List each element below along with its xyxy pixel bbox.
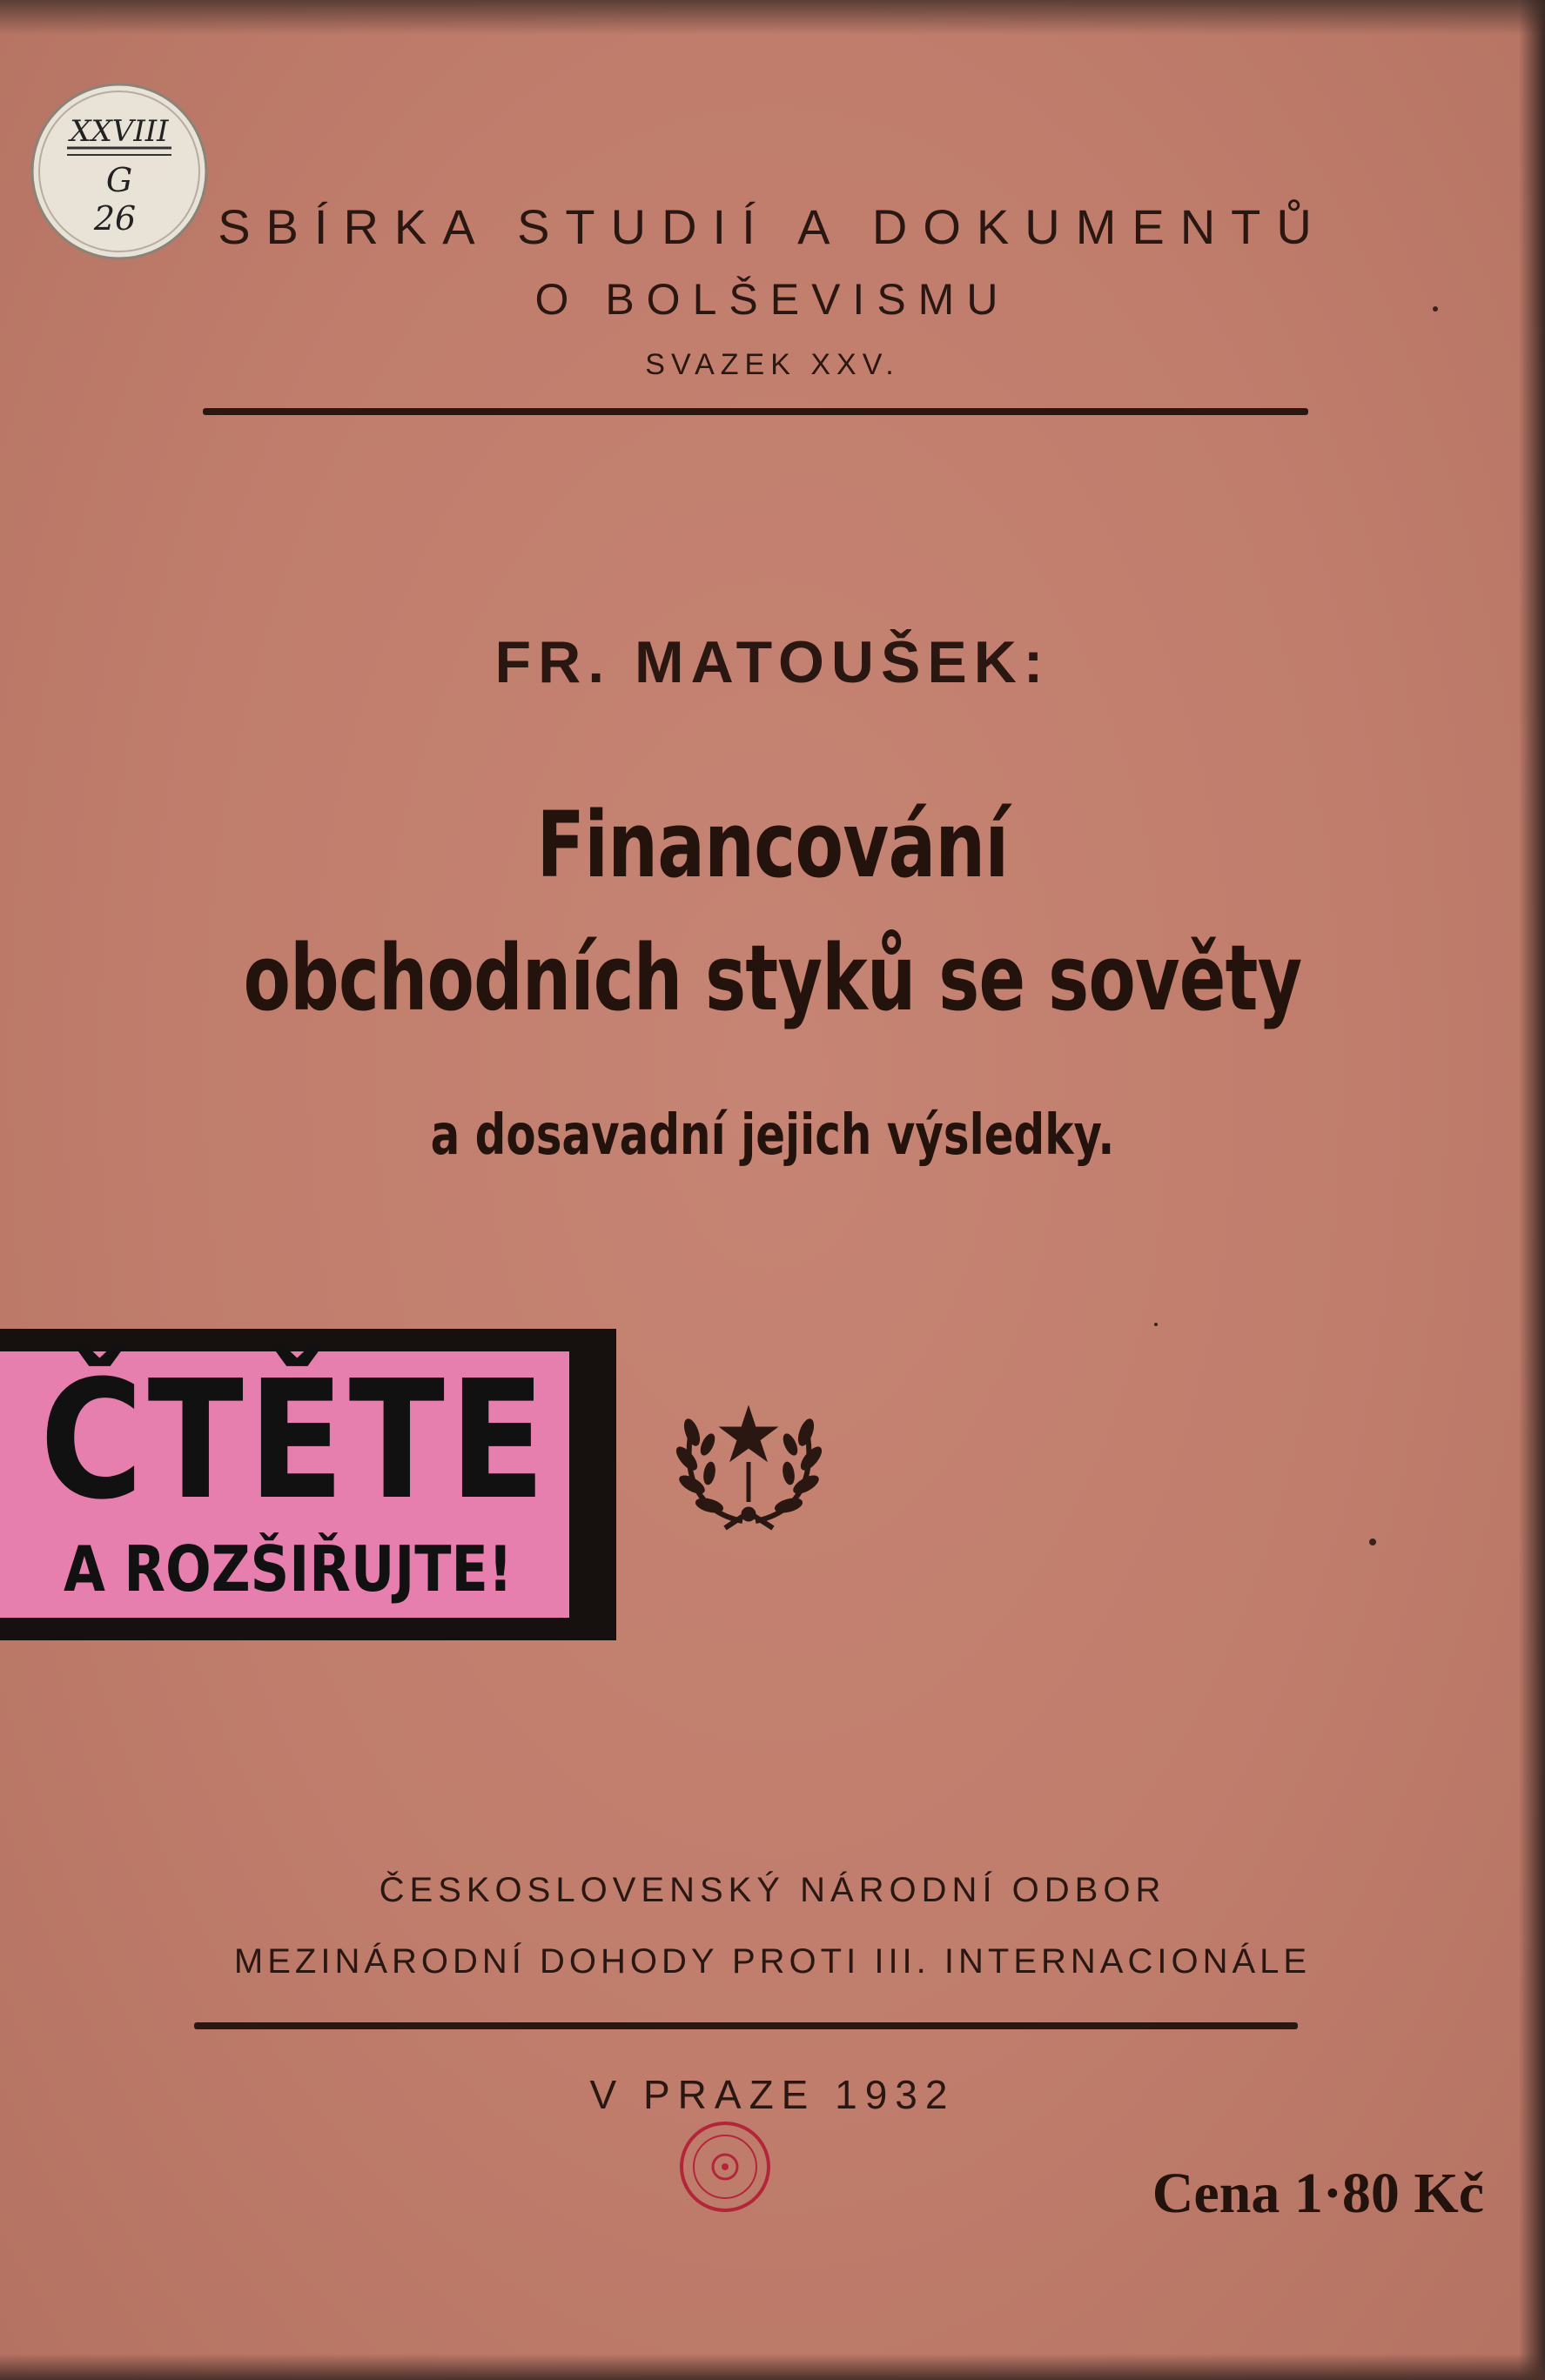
place-and-year: V PRAZE 1932 (589, 2072, 956, 2117)
top-divider (203, 408, 1308, 415)
book-title-line1: Financování (536, 792, 1009, 898)
library-stamp-letter: G (105, 161, 133, 199)
bottom-divider (194, 2022, 1298, 2029)
cover-edge-shadow-top (0, 0, 1545, 35)
sticker-tagline: A ROZŠIŘUJTE! (63, 1532, 514, 1606)
paper-speck (1369, 1539, 1376, 1545)
series-subtitle: O BOLŠEVISMU (534, 275, 1011, 324)
paper-speck (1154, 1323, 1158, 1326)
cover-edge-shadow-bottom (0, 2354, 1545, 2380)
library-stamp-number: 26 (93, 199, 137, 238)
author-name: FR. MATOUŠEK: (494, 629, 1051, 695)
publisher-line1: ČESKOSLOVENSKÝ NÁRODNÍ ODBOR (379, 1871, 1166, 1909)
publisher-line2: MEZINÁRODNÍ DOHODY PROTI III. INTERNACIONÁLE (233, 1942, 1312, 1981)
volume-number: SVAZEK XXV. (645, 348, 900, 381)
promo-sticker-panel (0, 1345, 569, 1618)
star-laurel-wreath-icon (673, 1391, 825, 1539)
library-stamp-shelf: XXVIII (70, 114, 169, 149)
book-subtitle: a dosavadní jejich výsledky. (430, 1103, 1115, 1168)
red-circular-stamp (657, 2115, 792, 2219)
series-title: SBÍRKA STUDIÍ A DOKUMENTŮ (218, 199, 1327, 254)
price-label: Cena 1·80 Kč (1152, 2162, 1484, 2225)
paper-speck (1433, 306, 1438, 312)
promo-sticker (0, 1329, 616, 1640)
book-title-line2: obchodních styků se sověty (243, 925, 1302, 1031)
sticker-headline: ČTĚTE (39, 1345, 550, 1536)
